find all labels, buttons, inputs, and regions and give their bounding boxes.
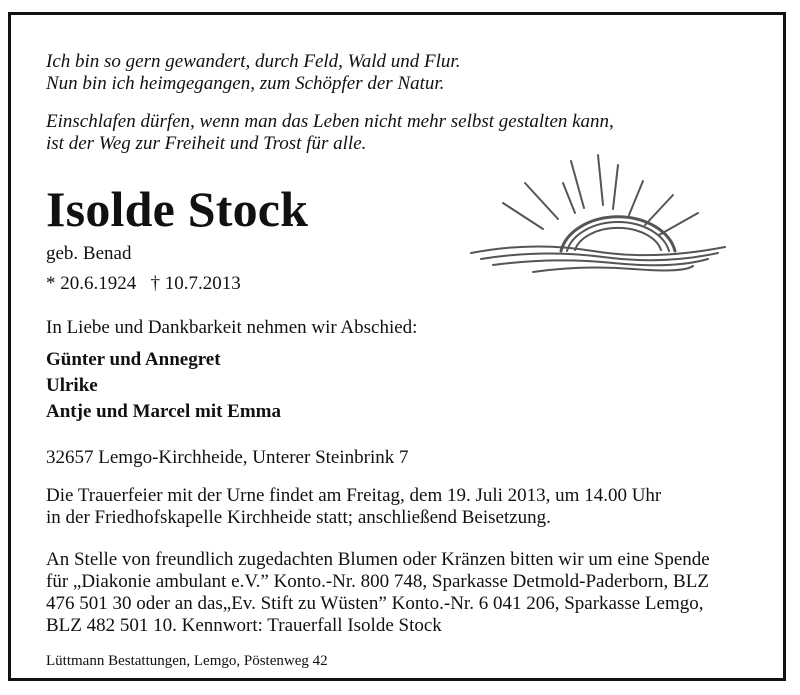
donation-line: für „Diakonie ambulant e.V.” Konto.-Nr. 800 748, Sparkasse Detmold-Paderborn, BLZ bbox=[46, 571, 709, 592]
poem-line: Einschlafen dürfen, wenn man das Leben nicht mehr selbst gestalten kann, bbox=[46, 111, 614, 132]
poem-line: ist der Weg zur Freiheit und Trost für alle. bbox=[46, 133, 367, 154]
donation-line: 476 501 30 oder an das„Ev. Stift zu Wüsten” Konto.-Nr. 6 041 206, Sparkasse Lemgo, bbox=[46, 593, 704, 614]
donation-line: An Stelle von freundlich zugedachten Blumen oder Kränzen bitten wir um eine Spende bbox=[46, 549, 710, 570]
undertaker-info: Lüttmann Bestattungen, Lemgo, Pöstenweg 42 bbox=[46, 653, 328, 669]
mourner-name: Günter und Annegret bbox=[46, 349, 221, 370]
mourner-name: Ulrike bbox=[46, 375, 98, 396]
obituary-notice bbox=[8, 12, 786, 681]
donation-line: BLZ 482 501 10. Kennwort: Trauerfall Isolde Stock bbox=[46, 615, 442, 636]
poem-line: Ich bin so gern gewandert, durch Feld, Wald und Flur. bbox=[46, 51, 461, 72]
life-dates: * 20.6.1924 † 10.7.2013 bbox=[46, 273, 241, 294]
birth-name: geb. Benad bbox=[46, 243, 132, 264]
farewell-intro: In Liebe und Dankbarkeit nehmen wir Abschied: bbox=[46, 317, 418, 338]
poem-line: Nun bin ich heimgegangen, zum Schöpfer der Natur. bbox=[46, 73, 445, 94]
ceremony-line: in der Friedhofskapelle Kirchheide statt; anschließend Beisetzung. bbox=[46, 507, 551, 528]
ceremony-line: Die Trauerfeier mit der Urne findet am Freitag, dem 19. Juli 2013, um 14.00 Uhr bbox=[46, 485, 662, 506]
mourner-name: Antje und Marcel mit Emma bbox=[46, 401, 282, 422]
deceased-name: Isolde Stock bbox=[46, 181, 309, 237]
family-address: 32657 Lemgo-Kirchheide, Unterer Steinbrink 7 bbox=[46, 447, 409, 468]
sunset-icon bbox=[463, 153, 733, 288]
